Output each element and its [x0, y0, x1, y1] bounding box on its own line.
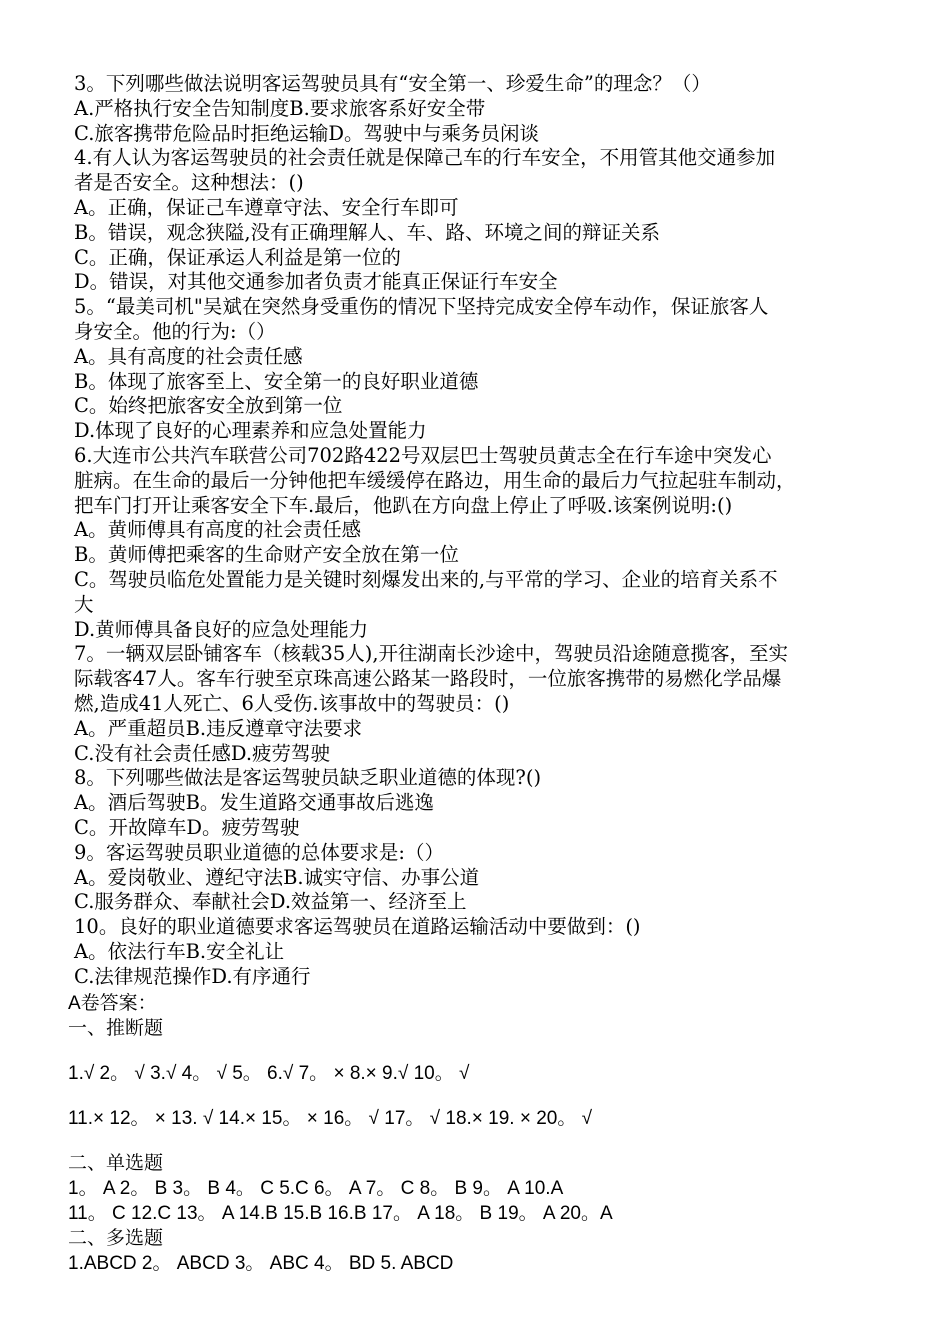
true-false-answers: 1.√ 2。 √ 3.√ 4。 √ 5。 6.√ 7。 × 8.× 9.√ 10。 √ [68, 1063, 470, 1085]
question-stem: 燃,造成41人死亡、6人受伤.该事故中的驾驶员：() [74, 691, 510, 715]
question-options: C.旅客携带危险品时拒绝运输D。驾驶中与乘务员闲谈 [74, 121, 540, 145]
option-c-continued: 大 [74, 592, 94, 616]
question-stem: 9。客运驾驶员职业道德的总体要求是:（） [74, 840, 444, 864]
question-4 [74, 146, 889, 295]
question-options: C。开故障车D。疲劳驾驶 [74, 815, 300, 839]
question-8 [74, 766, 889, 840]
option-d: D。错误，对其他交通参加者负责才能真正保证行车安全 [74, 270, 558, 294]
option-a: A。黄师傅具有高度的社会责任感 [74, 518, 362, 542]
question-10 [74, 915, 889, 989]
single-choice-answers: 11。 C 12.C 13。 A 14.B 15.B 16.B 17。 A 18。 B 19。 A 20。A [68, 1203, 613, 1225]
question-stem: 者是否安全。这种想法：() [74, 171, 304, 195]
true-false-heading: 一、推断题 [68, 1018, 164, 1040]
question-stem: 把车门打开让乘客安全下车.最后，他趴在方向盘上停止了呼吸.该案例说明:() [74, 493, 733, 517]
option-d: D.体现了良好的心理素养和应急处置能力 [74, 419, 427, 443]
option-d: D.黄师傅具备良好的应急处理能力 [74, 617, 369, 641]
question-stem: 7。一辆双层卧铺客车（核载35人),开往湖南长沙途中，驾驶员沿途随意揽客，至实 [74, 642, 789, 666]
option-b: B。体现了旅客至上、安全第一的良好职业道德 [74, 369, 479, 393]
question-stem: 际载客47人。客车行驶至京珠高速公路某一路段时，一位旅客携带的易燃化学品爆 [74, 667, 782, 691]
question-stem: 5。“最美司机"吴斌在突然身受重伤的情况下坚持完成安全停车动作，保证旅客人 [74, 295, 769, 319]
question-stem: 4.有人认为客运驾驶员的社会责任就是保障己车的行车安全，不用管其他交通参加 [74, 146, 776, 170]
single-choice-answers: 1。 A 2。 B 3。 B 4。 C 5.C 6。 A 7。 C 8。 B 9。 A 10.A [68, 1178, 564, 1200]
single-choice-heading: 二、单选题 [68, 1153, 164, 1175]
question-options: A。严重超员B.违反遵章守法要求 [74, 716, 363, 740]
question-5 [74, 295, 889, 444]
multiple-choice-heading: 二、多选题 [68, 1228, 164, 1250]
option-b: B。错误，观念狭隘,没有正确理解人、车、路、环境之间的辩证关系 [74, 220, 661, 244]
option-c: C。驾驶员临危处置能力是关键时刻爆发出来的,与平常的学习、企业的培育关系不 [74, 567, 778, 591]
question-3 [74, 72, 889, 146]
question-options: A。爱岗敬业、遵纪守法B.诚实守信、办事公道 [74, 865, 480, 889]
question-9 [74, 841, 889, 915]
question-stem: 6.大连市公共汽车联营公司702路422号双层巴士驾驶员黄志全在行车途中突发心 [74, 443, 772, 467]
answer-key-title: A卷答案： [68, 993, 157, 1015]
question-options: C.服务群众、奉献社会D.效益第一、经济至上 [74, 890, 467, 914]
question-options: A.严格执行安全告知制度B.要求旅客系好安全带 [74, 96, 486, 120]
question-stem: 脏病。在生命的最后一分钟他把车缓缓停在路边，用生命的最后力气拉起驻车制动， [74, 468, 796, 492]
option-a: A。正确，保证己车遵章守法、安全行车即可 [74, 195, 459, 219]
option-c: C。始终把旅客安全放到第一位 [74, 394, 343, 418]
question-options: C.没有社会责任感D.疲劳驾驶 [74, 741, 331, 765]
question-options: C.法律规范操作D.有序通行 [74, 964, 311, 988]
answer-key [68, 991, 889, 1276]
option-a: A。具有高度的社会责任感 [74, 344, 303, 368]
document-body [68, 72, 889, 1276]
question-options: A。酒后驾驶B。发生道路交通事故后逃逸 [74, 791, 434, 815]
multiple-choice-answers: 1.ABCD 2。 ABCD 3。 ABC 4。 BD 5. ABCD [68, 1253, 454, 1275]
question-stem: 8。下列哪些做法是客运驾驶员缺乏职业道德的体现?() [74, 766, 542, 790]
question-stem: 身安全。他的行为:（） [74, 319, 276, 343]
question-stem: 10。良好的职业道德要求客运驾驶员在道路运输活动中要做到：() [74, 915, 641, 939]
question-options: A。依法行车B.安全礼让 [74, 939, 285, 963]
option-b: B。黄师傅把乘客的生命财产安全放在第一位 [74, 543, 459, 567]
question-6 [74, 444, 889, 642]
true-false-answers: 11.× 12。 × 13. √ 14.× 15。 × 16。 √ 17。 √ 18.× 19. × 20。 √ [68, 1108, 593, 1130]
question-stem: 3。下列哪些做法说明客运驾驶员具有“安全第一、珍爱生命”的理念？（） [74, 72, 711, 95]
option-c: C。正确，保证承运人利益是第一位的 [74, 245, 401, 269]
question-7 [74, 642, 889, 766]
